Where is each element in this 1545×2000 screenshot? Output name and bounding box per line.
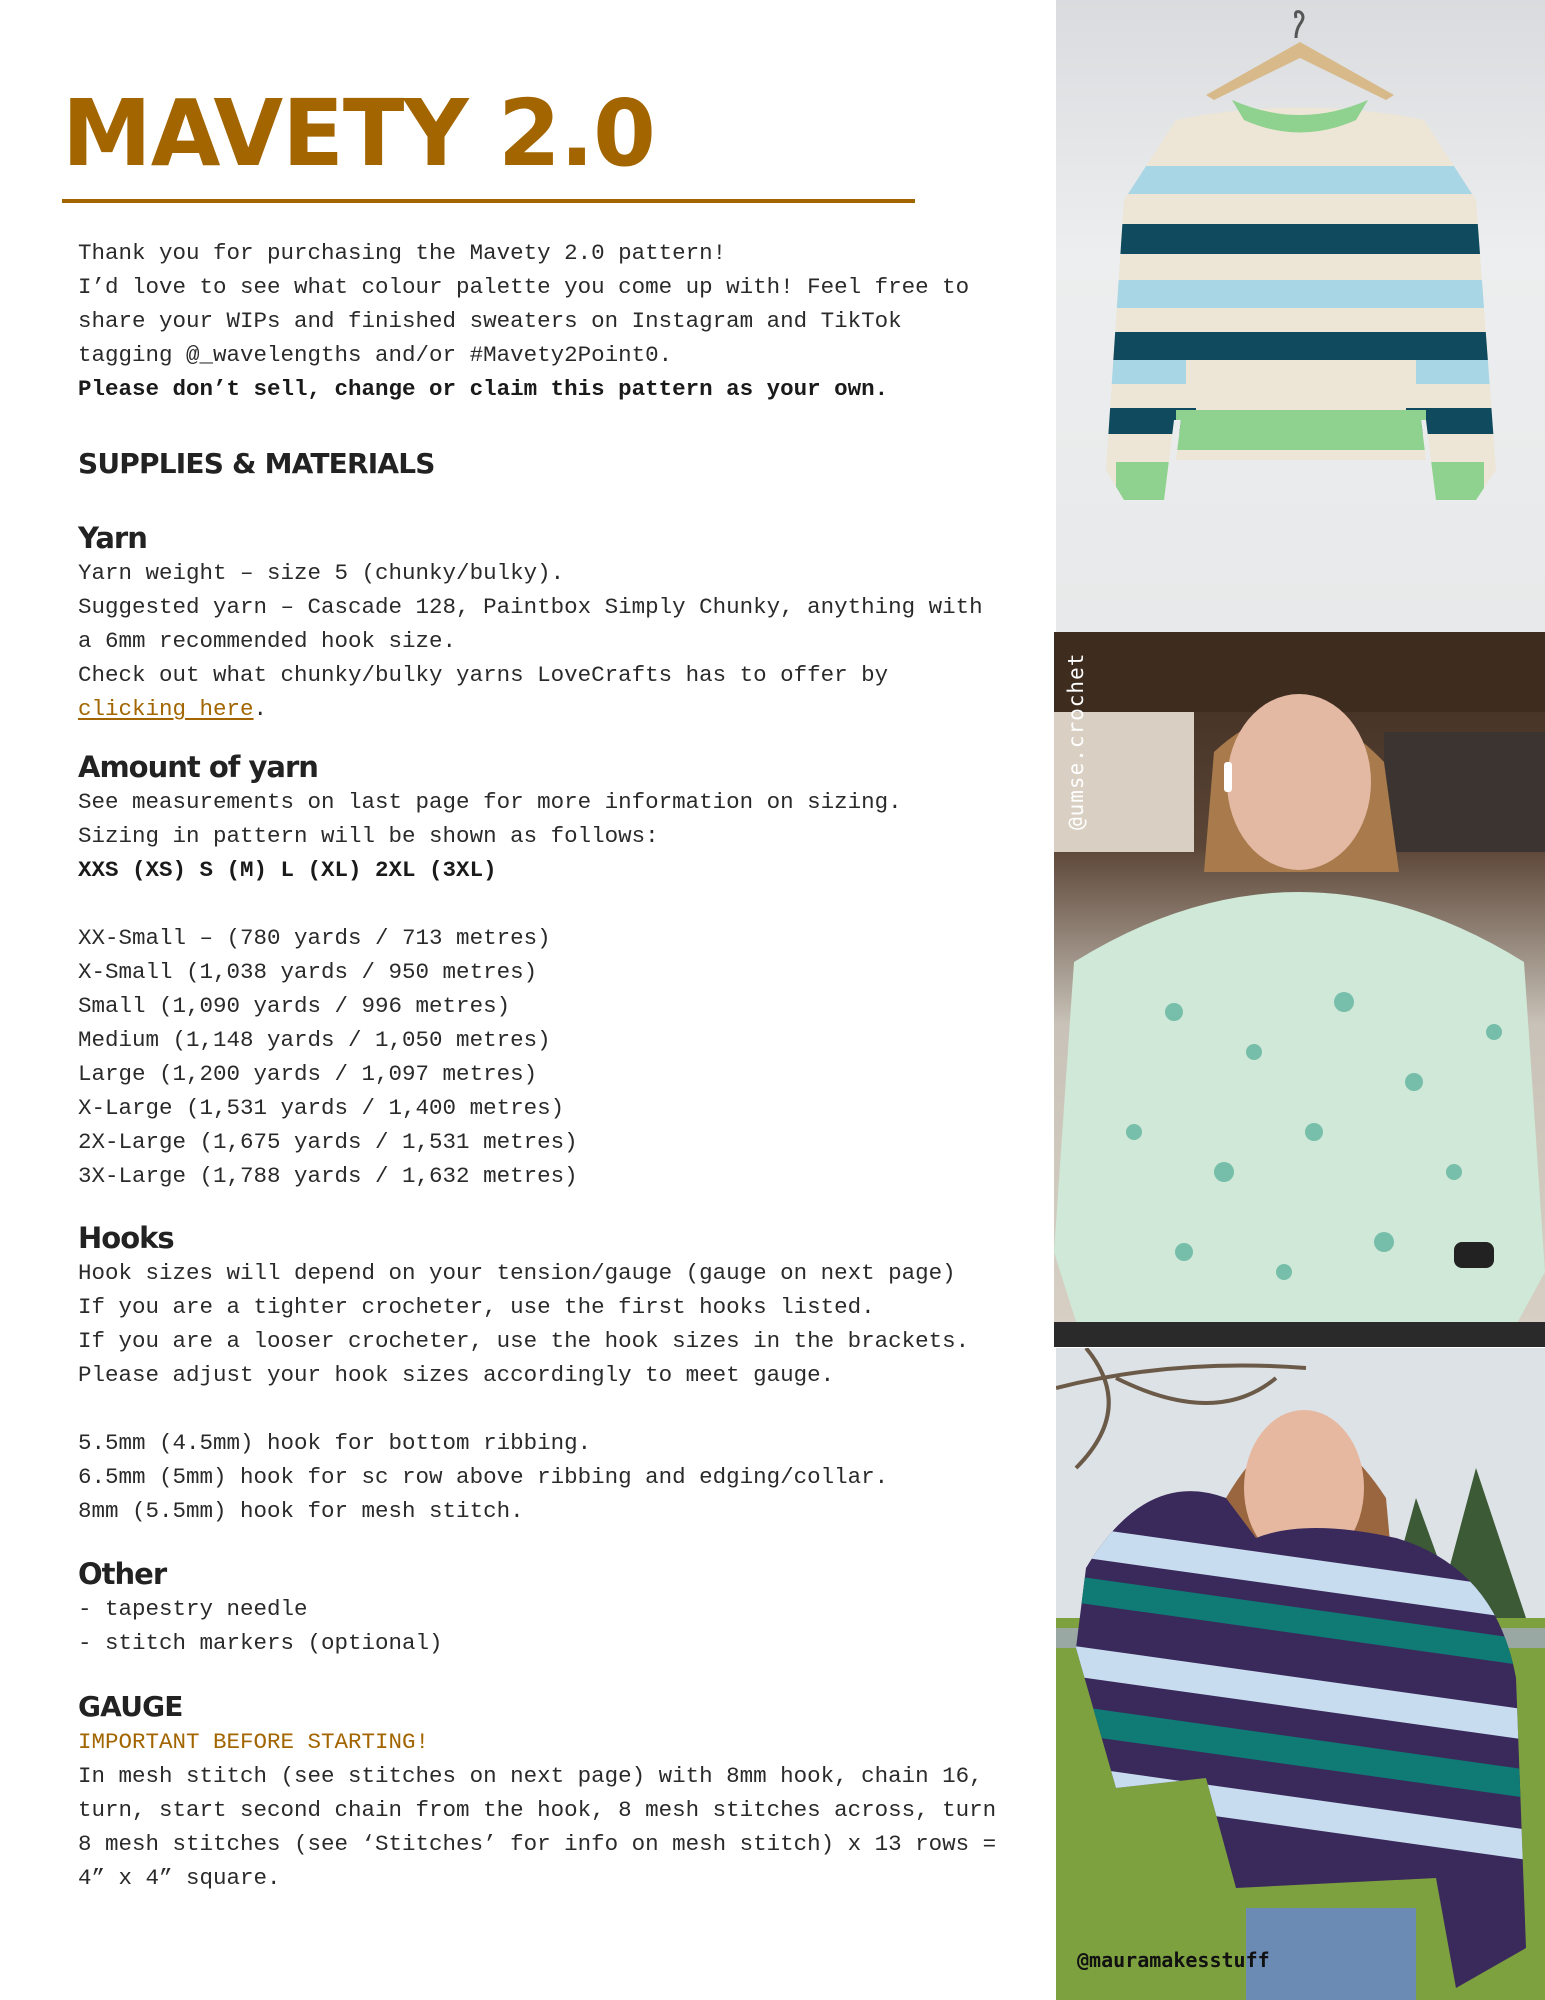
link-suffix: .	[253, 696, 268, 722]
sweater-body	[1054, 892, 1545, 1347]
size-yardage: XX-Small – (780 yards / 713 metres)	[78, 925, 551, 951]
intro-line: tagging @_wavelengths and/or #Mavety2Point0.	[78, 342, 673, 368]
jeans	[1246, 1908, 1416, 2000]
hanger-icon	[1206, 42, 1394, 100]
earbud-icon	[1224, 762, 1232, 792]
hooks-section	[78, 1220, 1038, 1528]
hanger-hook-icon	[1296, 12, 1304, 38]
photo-purple-sweater	[1056, 1348, 1545, 2000]
hooks-line: Please adjust your hook sizes accordingly to meet gauge.	[78, 1362, 835, 1388]
yarn-heading: Yarn	[78, 521, 147, 555]
amount-line: See measurements on last page for more information on sizing.	[78, 789, 902, 815]
hook-size: 6.5mm (5mm) hook for sc row above ribbing and edging/collar.	[78, 1464, 889, 1490]
other-section	[78, 1556, 1038, 1660]
face	[1227, 694, 1371, 870]
pattern-body	[78, 236, 1038, 1895]
hooks-line: If you are a looser crocheter, use the hook sizes in the brackets.	[78, 1328, 970, 1354]
size-yardage: X-Small (1,038 yards / 950 metres)	[78, 959, 538, 985]
intro-line: I’d love to see what colour palette you come up with! Feel free to	[78, 274, 970, 300]
gauge-warning: IMPORTANT BEFORE STARTING!	[78, 1729, 430, 1755]
other-heading: Other	[78, 1557, 167, 1591]
yarn-line: Yarn weight – size 5 (chunky/bulky).	[78, 560, 565, 586]
size-yardage: 2X-Large (1,675 yards / 1,531 metres)	[78, 1129, 578, 1155]
amount-section	[78, 749, 1038, 1193]
sweater-body	[1096, 90, 1516, 510]
size-yardage: Medium (1,148 yards / 1,050 metres)	[78, 1027, 551, 1053]
other-item: - tapestry needle	[78, 1596, 308, 1622]
yarn-section	[78, 520, 1038, 726]
amount-line: Sizing in pattern will be shown as follows:	[78, 823, 659, 849]
yarn-link-line	[78, 692, 1038, 726]
size-yardage: 3X-Large (1,788 yards / 1,632 metres)	[78, 1163, 578, 1189]
copyright-notice: Please don’t sell, change or claim this pattern as your own.	[78, 376, 889, 402]
intro-line: share your WIPs and finished sweaters on Instagram and TikTok	[78, 308, 902, 334]
size-key: XXS (XS) S (M) L (XL) 2XL (3XL)	[78, 857, 497, 883]
amount-heading: Amount of yarn	[78, 750, 318, 784]
other-item: - stitch markers (optional)	[78, 1630, 443, 1656]
gauge-line: turn, start second chain from the hook, 8 mesh stitches across, turn	[78, 1797, 997, 1823]
intro-line: Thank you for purchasing the Mavety 2.0 pattern!	[78, 240, 727, 266]
lovecrafts-link[interactable]: clicking here	[78, 696, 254, 722]
photo-credit-umse: @umse.crochet	[1064, 652, 1088, 830]
photo-credit-maura: @mauramakesstuff	[1077, 1948, 1270, 1972]
intro-section	[78, 236, 1038, 406]
hook-size: 8mm (5.5mm) hook for mesh stitch.	[78, 1498, 524, 1524]
size-yardage: X-Large (1,531 yards / 1,400 metres)	[78, 1095, 565, 1121]
hook-size: 5.5mm (4.5mm) hook for bottom ribbing.	[78, 1430, 592, 1456]
gauge-heading: GAUGE	[78, 1690, 183, 1723]
gauge-section	[78, 1689, 1038, 1895]
purple-sweater-illustration	[1056, 1348, 1545, 2000]
yarn-line: Suggested yarn – Cascade 128, Paintbox Simply Chunky, anything with	[78, 594, 983, 620]
gauge-line: 4” x 4” square.	[78, 1865, 281, 1891]
green-sweater-illustration	[1054, 632, 1545, 1347]
gauge-line: 8 mesh stitches (see ‘Stitches’ for info on mesh stitch) x 13 rows =	[78, 1831, 997, 1857]
yarn-line: Check out what chunky/bulky yarns LoveCrafts has to offer by	[78, 662, 889, 688]
hooks-line: If you are a tighter crocheter, use the first hooks listed.	[78, 1294, 875, 1320]
yarn-line: a 6mm recommended hook size.	[78, 628, 457, 654]
supplies-heading: SUPPLIES & MATERIALS	[78, 447, 435, 480]
gauge-line: In mesh stitch (see stitches on next page) with 8mm hook, chain 16,	[78, 1763, 983, 1789]
hooks-line: Hook sizes will depend on your tension/gauge (gauge on next page)	[78, 1260, 956, 1286]
photo-green-sweater	[1054, 632, 1545, 1347]
photo-sweater-on-hanger	[1056, 0, 1545, 632]
size-yardage: Large (1,200 yards / 1,097 metres)	[78, 1061, 538, 1087]
title-divider	[62, 199, 915, 203]
hooks-heading: Hooks	[78, 1221, 174, 1255]
page-title: MAVETY 2.0	[62, 80, 655, 187]
watch-icon	[1454, 1242, 1494, 1268]
sweater-illustration	[1056, 0, 1545, 632]
size-yardage: Small (1,090 yards / 996 metres)	[78, 993, 511, 1019]
